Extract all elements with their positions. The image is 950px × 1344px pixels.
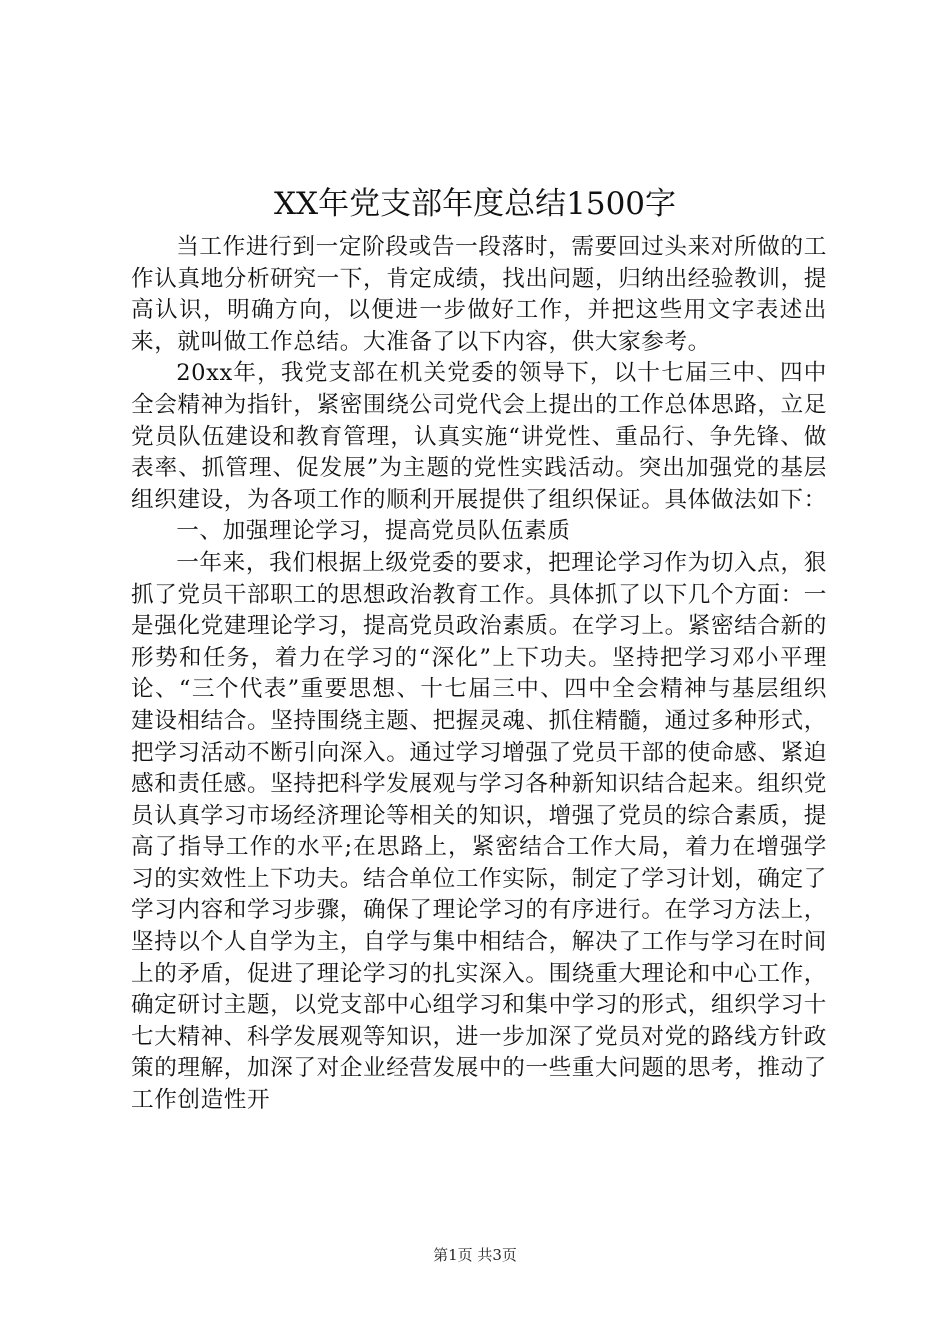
page-number: 第1页 共3页 <box>433 1246 517 1264</box>
document-body <box>131 232 827 1117</box>
section-heading-theory-study: 一、加强理论学习，提高党员队伍素质 <box>176 518 571 545</box>
document-title: XX年党支部年度总结1500字 <box>273 186 677 222</box>
paragraph-theory-study: 一年来，我们根据上级党委的要求，把理论学习作为切入点，狠抓了党员干部职工的思想政治教育工作。具体抓了以下几个方面：一是强化党建理论学习，提高党员政治素质。在学习上。紧密结合新的形势和任务，着力在学习的“深化”上下功夫。坚持把学习邓小平理论、“三个代表”重要思想、十七届三中、四中全会精神与基层组织建设相结合。坚持围绕主题、把握灵魂、抓住精髓，通过多种形式，把学习活动不断引向深入。通过学习增强了党员干部的使命感、紧迫感和责任感。坚持把科学发展观与学习各种新知识结合起来。组织党员认真学习市场经济理论等相关的知识，增强了党员的综合素质，提高了指导工作的水平;在思路上，紧密结合工作大局，着力在增强学习的实效性上下功夫。结合单位工作实际，制定了学习计划，确定了学习内容和学习步骤，确保了理论学习的有序进行。在学习方法上，坚持以个人自学为主，自学与集中相结合，解决了工作与学习在时间上的矛盾，促进了理论学习的扎实深入。围绕重大理论和中心工作，确定研讨主题，以党支部中心组学习和集中学习的形式，组织学习十七大精神、科学发展观等知识，进一步加深了党员对党的路线方针政策的理解，加深了对企业经营发展中的一些重大问题的思考，推动了工作创造性开 <box>131 549 827 1114</box>
paragraph-intro: 当工作进行到一定阶段或告一段落时，需要回过头来对所做的工作认真地分析研究一下，肯定成绩，找出问题，归纳出经验教训，提高认识，明确方向，以便进一步做好工作，并把这些用文字表述出来，就叫做工作总结。大准备了以下内容，供大家参考。 <box>131 234 827 355</box>
paragraph-overview: 20xx年，我党支部在机关党委的领导下，以十七届三中、四中全会精神为指针，紧密围绕公司党代会上提出的工作总体思路，立足党员队伍建设和教育管理，认真实施“讲党性、重品行、争先锋、做表率、抓管理、促发展”为主题的党性实践活动。突出加强党的基层组织建设，为各项工作的顺利开展提供了组织保证。具体做法如下： <box>131 360 827 513</box>
